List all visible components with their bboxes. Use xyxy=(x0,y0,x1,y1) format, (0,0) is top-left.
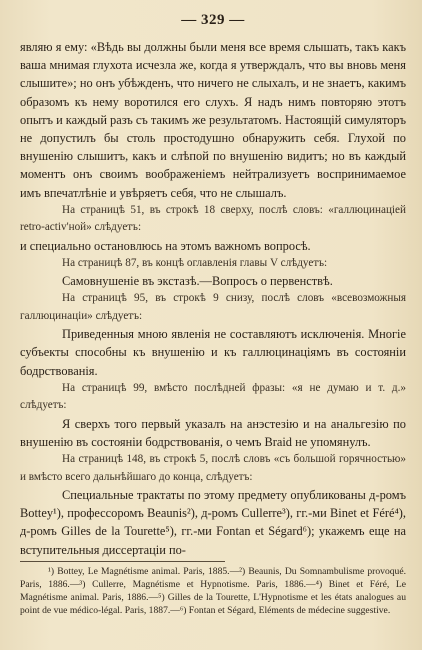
errata-correction: Самовнушеніе въ экстазѣ.—Вопросъ о первенствѣ. xyxy=(62,274,333,289)
errata-instruction: На страницѣ 87, въ концѣ оглавленія главы V слѣдуетъ: xyxy=(62,256,328,269)
errata-correction: Приведенныя мною явленія не составляютъ исключенія. Многіе субъекты способны къ внушенію и къ галлюцинаціямъ въ состояніи бодрствованія. xyxy=(20,327,406,378)
errata-correction: Специальные трактаты по этому предмету опубликованы д-ромъ Bottey¹), профессоромъ Beaunis²), д-ромъ Cullerre³), гг.-ми Binet et Féré⁴), д-ромъ Gilles de la Tourette⁵), гг.-ми Fontan et Ségard⁶); укажемъ еще на вступительныя диссертаціи по- xyxy=(20,487,406,557)
page-number: — 329 — xyxy=(181,12,245,28)
errata-correction: Я сверхъ того первый указалъ на анэстезію и на анальгезію по внушенію въ состояніи бодрствованія, о чемъ Braid не упомянулъ. xyxy=(20,416,406,449)
errata-correction: и специально остановлюсь на этомъ важномъ вопросѣ. xyxy=(20,238,311,253)
footnotes: ¹) Bottey, Le Magnétisme animal. Paris, 1885.—²) Beaunis, Du Somnambulisme provoqué. Paris, 1886.—³) Cullerre, Magnétisme et Hypnotisme. Paris, 1886.—⁴) Binet et Féré, Le Magnétisme animal. Paris, 1886.—⁵) Gilles de la Tourette, L'Hypnotisme et les états analogues au point de vue médico-légal. Paris, 1887.—⁶) Fontan et Ségard, Eléments de médecine suggestive. xyxy=(20,565,406,617)
errata-instruction: На страницѣ 51, въ строкѣ 18 сверху, послѣ словъ: «галлюцинацiей retro-activ'ной» слѣдуетъ: xyxy=(20,203,406,234)
errata-instruction: На страницѣ 148, въ строкѣ 5, послѣ словъ «съ большой горячностью» и вмѣсто всего дальнѣйшаго до конца, слѣдуетъ: xyxy=(20,453,406,483)
body-paragraph: являю я ему: «Вѣдь вы должны были меня все время слышать, такъ какъ ваша мнимая глухота исчезла же, когда я утверждалъ, что вы вновь меня слышите»; но онъ убѣжденъ, что ничего не слыхалъ, и не знаетъ, какимъ образомъ къ нему воротился его слухъ. Я надъ нимъ повторяю этотъ опытъ и каждый разъ съ такимъ же результатомъ. Настоящій симуляторъ не допустилъ бы столь простодушно обнаружить себя. Глухой по внушенію слышитъ, какъ и слѣпой по внушенію видитъ; но въ каждый моментъ онъ своимъ воображеніемъ нейтрализуетъ воспринимаемое имъ впечатлѣніе и увѣряетъ себя, что не слышалъ. xyxy=(20,40,407,200)
errata-instruction: На страницѣ 95, въ строкѣ 9 снизу, послѣ словъ «всевозможныя галлюцинаціи» слѣдуетъ: xyxy=(20,292,406,322)
errata-instruction: На страницѣ 99, вмѣсто послѣдней фразы: «я не думаю и т. д.» слѣдуетъ: xyxy=(20,381,406,412)
footnote-divider xyxy=(20,561,225,562)
